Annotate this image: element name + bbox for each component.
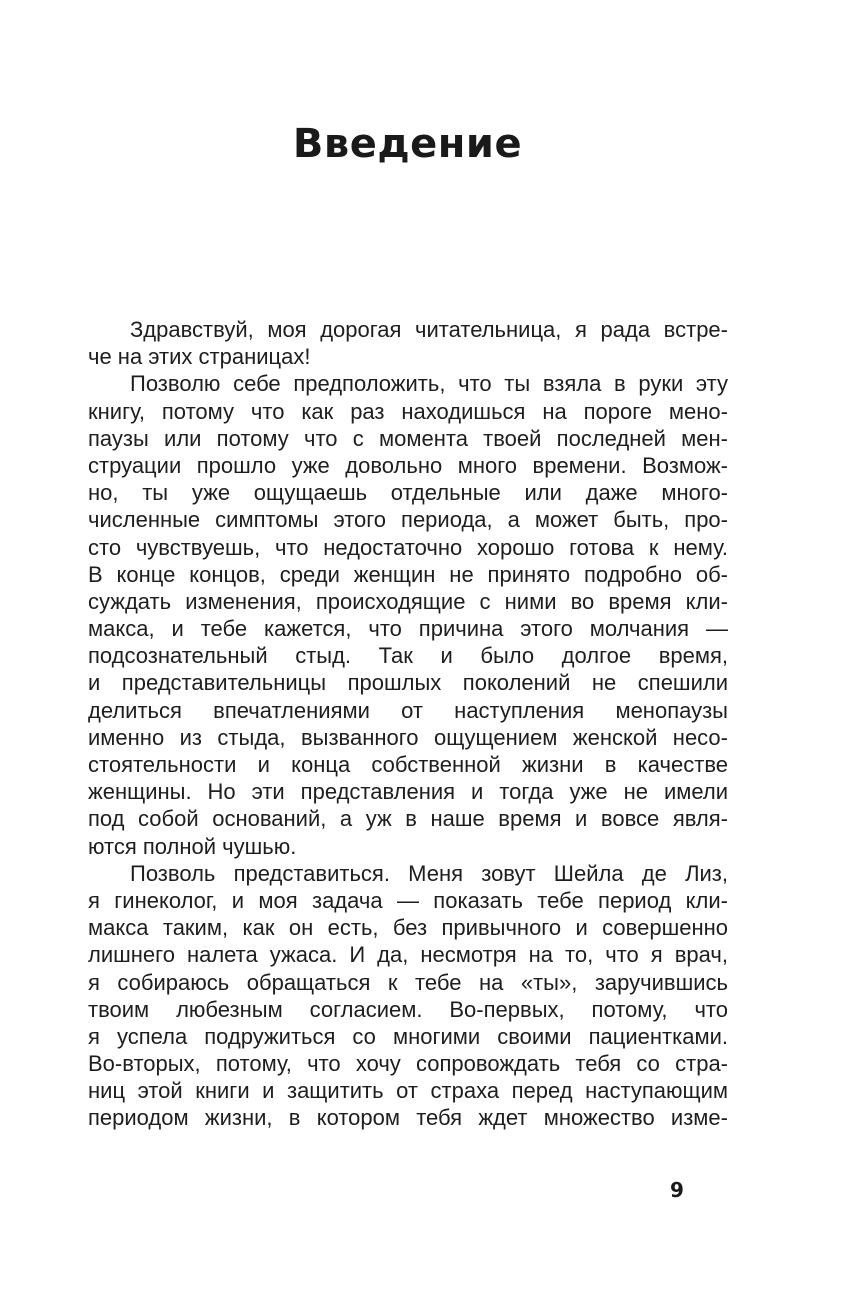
text-line: лишнего налета ужаса. И да, несмотря на то, что я врач,	[88, 942, 728, 968]
text-line: я собираюсь обращаться к тебе на «ты», заручившись	[88, 969, 728, 995]
text-line: макса, и тебе кажется, что причина этого молчания —	[88, 616, 728, 642]
text-line: делиться впечатлениями от наступления менопаузы	[88, 697, 728, 723]
body-text	[88, 316, 728, 1132]
text-line: ются полной чушью.	[88, 833, 297, 859]
text-line: суждать изменения, происходящие с ними во время кли-	[88, 588, 728, 614]
text-line: стоятельности и конца собственной жизни в качестве	[88, 752, 728, 777]
text-line: паузы или потому что с момента твоей последней мен-	[88, 425, 728, 451]
text-line: твоим любезным согласием. Во-первых, потому, что	[88, 996, 728, 1022]
text-line: ниц этой книги и защитить от страха перед наступающим	[88, 1078, 728, 1104]
text-line: и представительницы прошлых поколений не спешили	[88, 670, 728, 696]
text-line: Позволь представиться. Меня зовут Шейла де Лиз,	[130, 860, 728, 886]
text-line: но, ты уже ощущаешь отдельные или даже много-	[88, 480, 728, 506]
paragraph	[88, 370, 728, 859]
paragraph	[88, 316, 728, 370]
text-line: В конце концов, среди женщин не принято подробно об-	[88, 561, 728, 587]
text-line: под собой оснований, а уж в наше время и вовсе явля-	[88, 806, 728, 832]
text-line: Во-вторых, потому, что хочу сопровождать тебя со стра-	[88, 1051, 728, 1077]
text-line: подсознательный стыд. Так и было долгое время,	[88, 643, 728, 669]
text-line: женщины. Но эти представления и тогда уже не имели	[88, 779, 728, 805]
text-line: че на этих страницах!	[88, 344, 311, 370]
text-line: я гинеколог, и моя задача — показать тебе период кли-	[88, 887, 728, 913]
text-line: численные симптомы этого периода, а может быть, про-	[88, 507, 728, 533]
text-line: макса таким, как он есть, без привычного и совершенно	[88, 915, 728, 941]
text-line: сто чувствуешь, что недостаточно хорошо готова к нему.	[88, 534, 728, 560]
paragraph	[88, 860, 728, 1132]
text-line: Позволю себе предположить, что ты взяла в руки эту	[130, 371, 728, 397]
page-number: 9	[670, 1178, 684, 1202]
text-line: Здравствуй, моя дорогая читательница, я рада встре-	[130, 317, 728, 342]
chapter-title: Введение	[292, 121, 523, 167]
text-line: струации прошло уже довольно много времени. Возмож-	[88, 452, 728, 478]
text-line: именно из стыда, вызванного ощущением женской несо-	[88, 724, 728, 750]
text-line: я успела подружиться со многими своими пациентками.	[88, 1023, 728, 1049]
text-line: периодом жизни, в котором тебя ждет множество изме-	[88, 1105, 728, 1131]
text-line: книгу, потому что как раз находишься на пороге мено-	[88, 398, 728, 424]
